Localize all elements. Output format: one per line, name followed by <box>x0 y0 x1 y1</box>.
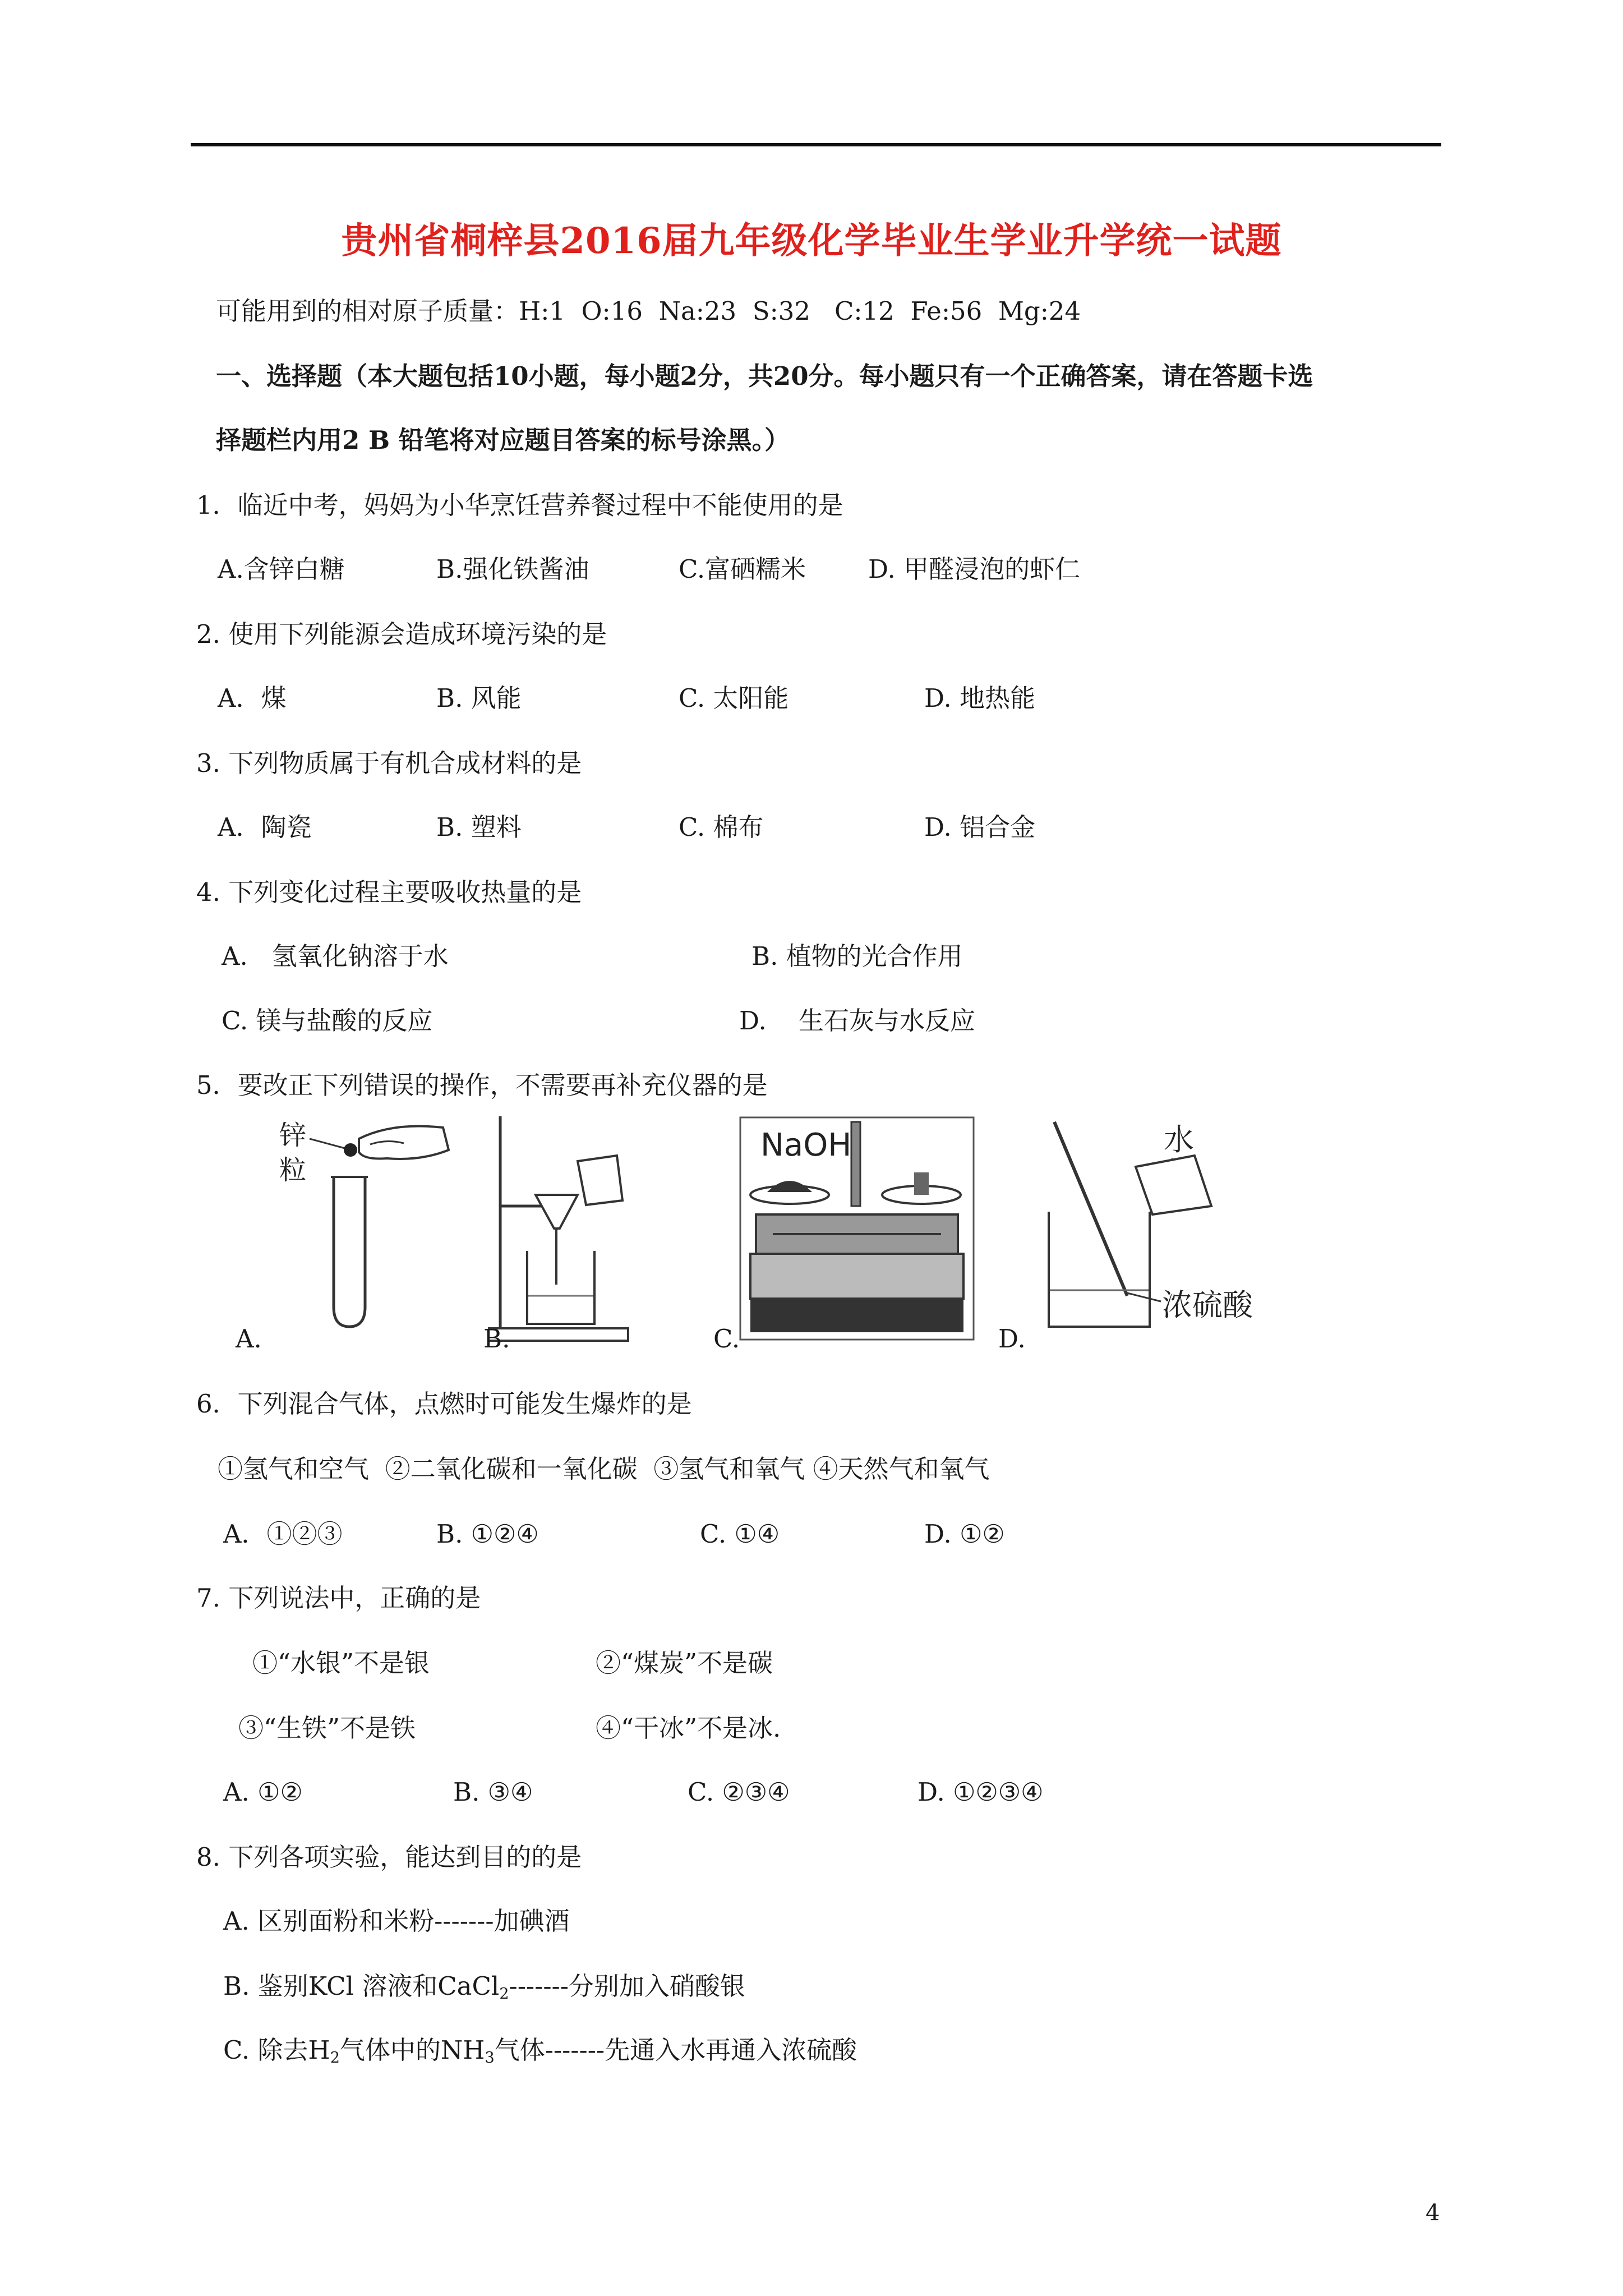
q3-option-d: D. 铝合金 <box>924 812 1036 842</box>
q6-choices: ①氢气和空气 ②二氧化碳和一氧化碳 ③氢气和氧气 ④天然气和氧气 <box>218 1454 990 1484</box>
q1-option-d: D. 甲醛浸泡的虾仁 <box>868 554 1081 584</box>
figure-a-label-2: 粒 <box>279 1154 307 1186</box>
figure-a-label-1: 锌 <box>279 1120 307 1151</box>
section-heading-line1: 一、选择题（本大题包括10小题，每小题2分，共20分。每小题只有一个正确答案，请在答题卡选 <box>216 361 1313 391</box>
q6-stem: 6．下列混合气体，点燃时可能发生爆炸的是 <box>196 1389 692 1419</box>
q6-option-d: D. ①② <box>924 1519 1005 1549</box>
q8-option-c-subscript-1: 2 <box>330 2049 340 2067</box>
q7-option-b: B. ③④ <box>453 1777 533 1807</box>
figure-c-label: NaOH <box>760 1127 852 1163</box>
q8-option-b <box>223 1973 745 2001</box>
q2-option-a: A．煤 <box>218 683 287 713</box>
q4-option-a: A. 氢氧化钠溶于水 <box>222 941 449 971</box>
q5-option-a: A. <box>236 1324 262 1354</box>
q4-option-d: D. 生石灰与水反应 <box>739 1006 975 1036</box>
q3-option-c: C. 棉布 <box>679 812 764 842</box>
q5-stem: 5．要改正下列错误的操作，不需要再补充仪器的是 <box>196 1070 768 1100</box>
page-title: 贵州省桐梓县2016届九年级化学毕业生学业升学统一试题 <box>341 220 1282 262</box>
q7-option-a: A. ①② <box>223 1777 303 1807</box>
q8-option-c-mid: 气体中的NH <box>339 2035 485 2065</box>
q2-option-c: C. 太阳能 <box>679 683 789 713</box>
figure-d-label-top: 水 <box>1164 1122 1194 1157</box>
q8-option-c-text: C. 除去H <box>223 2035 330 2065</box>
q5-option-b: B. <box>483 1324 510 1354</box>
q1-stem: 1．临近中考，妈妈为小华烹饪营养餐过程中不能使用的是 <box>196 490 843 520</box>
q6-option-a: A．①②③ <box>223 1519 343 1549</box>
q8-option-b-tail: -------分别加入硝酸银 <box>509 1971 745 2001</box>
q7-statement-4: ④“干冰”不是冰. <box>596 1713 781 1743</box>
q2-stem: 2. 使用下列能源会造成环境污染的是 <box>196 619 607 649</box>
q5-option-c: C. <box>713 1324 740 1354</box>
q8-option-c-subscript-2: 3 <box>485 2049 495 2067</box>
q3-stem: 3. 下列物质属于有机合成材料的是 <box>196 748 582 778</box>
atomic-masses: 可能用到的相对原子质量：H:1 O:16 Na:23 S:32 C:12 Fe:56 Mg:24 <box>216 296 1081 326</box>
q8-option-a: A. 区别面粉和米粉-------加碘酒 <box>223 1906 570 1936</box>
figure-a-test-tube <box>275 1116 454 1329</box>
section-heading-line2: 择题栏内用2 B 铅笔将对应题目答案的标号涂黑。） <box>216 425 790 455</box>
q3-option-a: A．陶瓷 <box>218 812 312 842</box>
q7-stem: 7. 下列说法中，正确的是 <box>196 1583 481 1613</box>
q4-option-b: B. 植物的光合作用 <box>751 941 963 971</box>
q4-option-c: C. 镁与盐酸的反应 <box>222 1006 433 1036</box>
q1-option-b: B.强化铁酱油 <box>436 554 589 584</box>
q7-statement-3: ③“生铁”不是铁 <box>238 1713 416 1743</box>
q8-stem: 8. 下列各项实验，能达到目的的是 <box>196 1842 582 1872</box>
q6-option-c: C. ①④ <box>700 1519 780 1549</box>
q2-option-d: D. 地热能 <box>924 683 1036 713</box>
page-number: 4 <box>1426 2200 1440 2226</box>
top-rule <box>191 143 1441 146</box>
q7-option-c: C. ②③④ <box>688 1777 790 1807</box>
figure-d-label-side: 浓硫酸 <box>1162 1287 1253 1323</box>
q7-option-d: D. ①②③④ <box>917 1777 1044 1807</box>
q5-option-d: D. <box>998 1324 1026 1354</box>
q8-option-c-tail: 气体-------先通入水再通入浓硫酸 <box>494 2035 857 2065</box>
q4-stem: 4. 下列变化过程主要吸收热量的是 <box>196 877 582 907</box>
q8-option-c <box>223 2037 857 2065</box>
figure-d-dilution <box>1038 1116 1273 1341</box>
q2-option-b: B. 风能 <box>436 683 522 713</box>
q6-option-b: B. ①②④ <box>436 1519 539 1549</box>
figure-b-filtration <box>488 1116 634 1346</box>
q7-statement-1: ①“水银”不是银 <box>252 1648 430 1678</box>
q1-option-c: C.富硒糯米 <box>679 554 806 584</box>
figure-c-balance <box>739 1116 975 1341</box>
q3-option-b: B. 塑料 <box>436 812 522 842</box>
q8-option-b-text: B. 鉴别KCl 溶液和CaCl <box>223 1971 500 2001</box>
q7-statement-2: ②“煤炭”不是碳 <box>596 1648 773 1678</box>
q8-option-b-subscript: 2 <box>499 1985 509 2003</box>
q1-option-a: A.含锌白糖 <box>218 554 345 584</box>
